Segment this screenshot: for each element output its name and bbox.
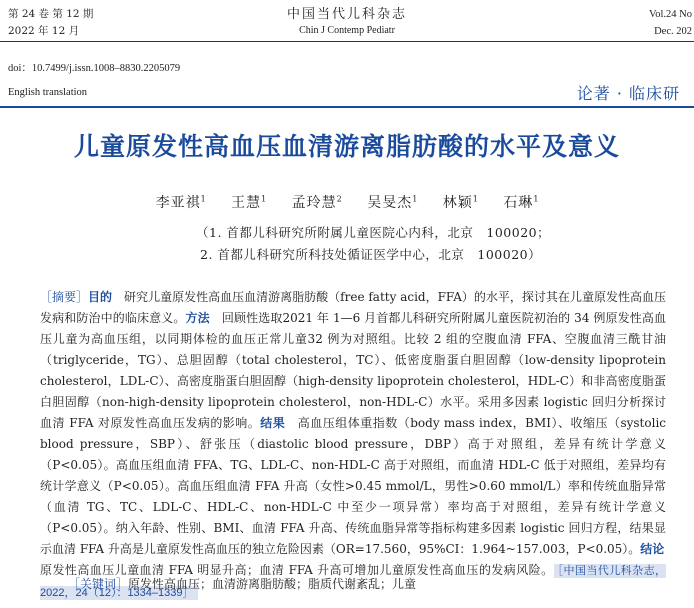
methods-label: 方法 [185,311,210,325]
objective-label: 目的 [88,290,113,304]
doi[interactable]: doi：10.7499/j.issn.1008–8830.2205079 [8,63,181,74]
author: 吴旻杰$^1$ [367,194,418,211]
affiliation-1: （1. 首都儿科研究所附属儿童医院心内科，北京 100020； [196,225,551,240]
author: 王慧$^1$ [231,194,267,211]
conclusions-text: 原发性高血压儿童血清 FFA 明显升高；血清 FFA 升高可增加儿童原发性高血压的发病风险。 [40,542,677,577]
methods-text: 回顾性选取2021 年 1—6 月首都儿科研究所附属儿童医院初治的 34 例原发性高血压儿童为高血压组，以同期体检的血压正常儿童32 例为对照组。比较 2 组的空腹血清 FFA、空腹血清三酰甘油（triglyceride，TG）、总胆固醇（total cholesterol，TC）、低密度脂蛋白胆固醇（low-density lipoprotein cholesterol，LDL-C）、高密度脂蛋白胆固醇（high-density lipoprotein cholesterol，HDL-C）和非高密度脂蛋白胆固醇（non-high-density lipoprotein cholesterol，non-HDL-C）水平。采用多因素 logistic 回归分析探讨血清 FFA 对原发性高血压发病的影响。 [40,311,666,430]
header-center [0,6,694,38]
citation-badge: ［中国当代儿科杂志，2022，24（12）：1334–1339］ [40,565,667,599]
journal-name-en: Chin J Contemp Pediatr [299,25,395,36]
conclusions-label: 结论 [640,542,665,556]
author-list [0,192,694,212]
english-translation-link[interactable]: English translation [8,87,88,98]
objective-text: 研究儿童原发性高血压血清游离脂肪酸（free fatty acid，FFA）的水平，探讨其在儿童原发性高血压发病和防治中的临床意义。 [40,290,666,325]
abstract [40,287,677,604]
keywords-text: 原发性高血压；血清游离脂肪酸；脂质代谢紊乱；儿童 [128,577,417,591]
author: 林颖$^1$ [442,194,478,211]
section-label: 论著 · 临床研 [576,84,680,103]
header-rule [0,41,694,42]
volume-cn: 第 24 卷 第 12 期 [8,8,94,20]
results-label: 结果 [260,416,286,430]
author: 李亚祺$^1$ [155,194,206,211]
section-rule [0,106,694,108]
date-en: Dec. 202 [654,26,692,37]
journal-name-cn: 中国当代儿科杂志 [286,7,407,22]
article-title: 儿童原发性高血压血清游离脂肪酸的水平及意义 [73,132,620,161]
results-text: 高血压组体重指数（body mass index，BMI）、收缩压（systolic blood pressure，SBP）、舒张压（diastolic blood pressure，DBP）高于对照组，差异有统计学意义（P<0.05）。高血压组血清 FFA、TG、LDL-C、non-HDL-C 高于对照组，而血清 HDL-C 低于对照组，差异均有统计学意义（P<0.05）。高血压组血清 FFA 升高（女性>0.45 mmol/L，男性>0.60 mmol/L）率和传统血脂异常（血清 TG、TC、LDL-C、HDL-C、non-HDL-C 中至少一项异常）率均高于对照组，差异有统计学意义（P<0.05）。纳入年龄、性别、BMI、血清 FFA 升高、传统血脂异常等指标构建多因素 logistic 回归方程，结果显示血清 FFA 升高是儿童原发性高血压的独立危险因素（OR=17.560，95%CI：1.964~157.003，P<0.05）。 [40,416,666,556]
keywords-line [68,575,416,592]
abstract-label: ［摘要］ [40,290,89,304]
volume-en: Vol.24 No [649,9,692,20]
affiliation-2: 2. 首都儿科研究所科技处循证医学中心，北京 100020） [200,247,542,262]
author: 孟玲慧$^2$ [291,194,342,211]
keywords-label: ［关键词］ [68,577,129,591]
header-right [649,6,692,40]
date-cn: 2022 年 12 月 [8,25,80,37]
author: 石琳$^1$ [503,194,539,211]
